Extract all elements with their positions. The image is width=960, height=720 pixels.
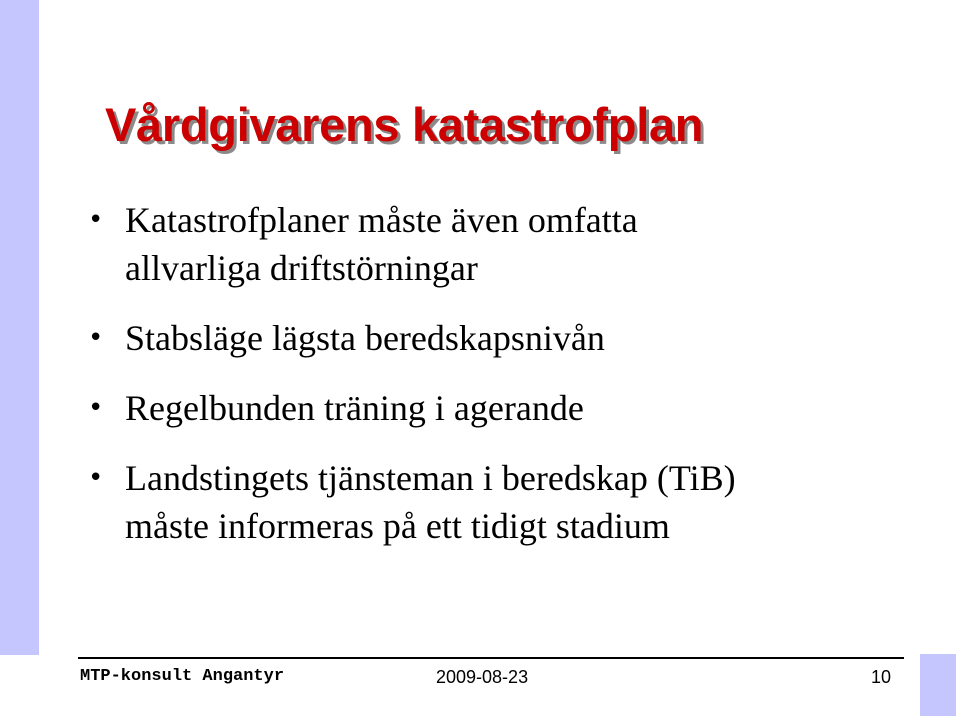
bullet-list bbox=[88, 196, 928, 572]
bullet-text-line: Katastrofplaner måste även omfatta bbox=[125, 200, 638, 240]
bullet-text-line: Stabsläge lägsta beredskapsnivån bbox=[125, 318, 605, 358]
bullet-icon: • bbox=[88, 205, 104, 235]
footer-date: 2009-08-23 bbox=[436, 667, 529, 687]
slide-title: Vårdgivarens katastrofplan bbox=[105, 98, 704, 151]
bullet-icon: • bbox=[88, 323, 104, 353]
footer-author: MTP-konsult Angantyr bbox=[80, 667, 285, 686]
bullet-text-line: Landstingets tjänsteman i beredskap (TiB) bbox=[125, 458, 736, 498]
bullet-text-line: Regelbunden träning i agerande bbox=[125, 388, 584, 428]
corner-accent-square bbox=[920, 654, 956, 716]
bullet-item bbox=[88, 314, 928, 362]
bullet-icon: • bbox=[88, 393, 104, 423]
bullet-text-line: måste informeras på ett tidigt stadium bbox=[125, 506, 670, 546]
footer-divider bbox=[78, 657, 904, 659]
bullet-item bbox=[88, 196, 928, 292]
bullet-text-line: allvarliga driftstörningar bbox=[125, 248, 478, 288]
bullet-item bbox=[88, 384, 928, 432]
page-number: 10 bbox=[871, 667, 892, 687]
bullet-icon: • bbox=[88, 463, 104, 493]
left-accent-bar bbox=[0, 0, 39, 655]
bullet-item bbox=[88, 454, 928, 550]
